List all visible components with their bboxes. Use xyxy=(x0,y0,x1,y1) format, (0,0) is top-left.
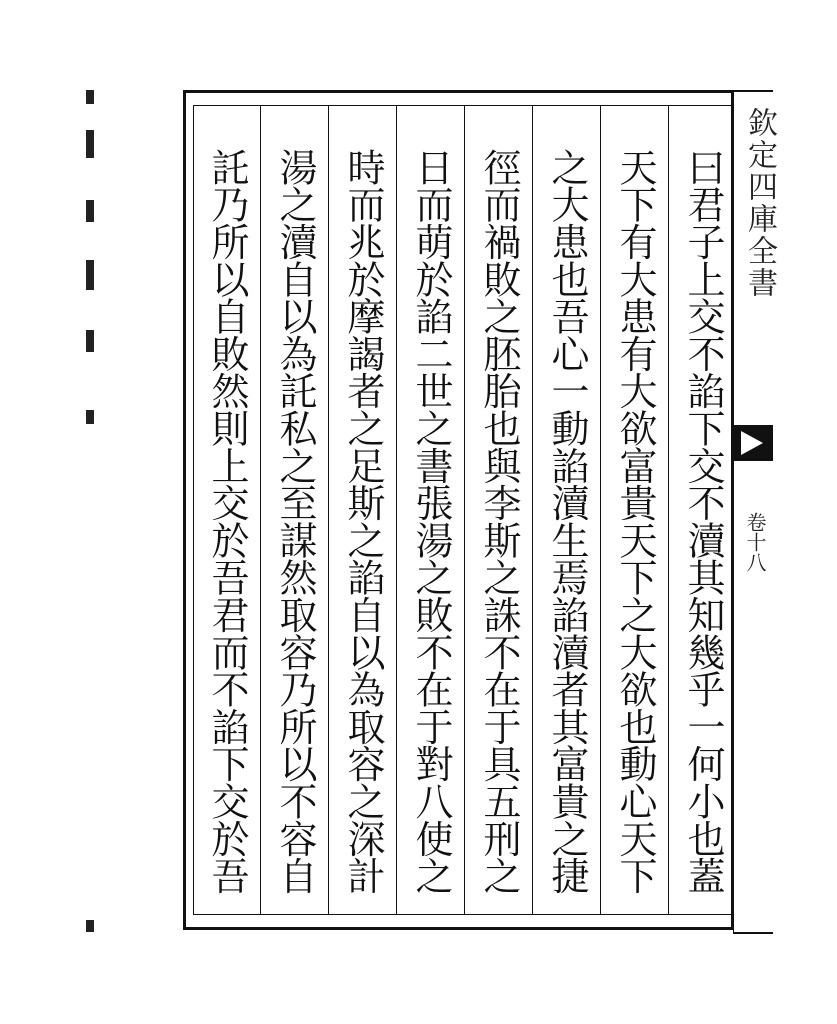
previous-page-edge xyxy=(80,90,102,950)
text-column-1 xyxy=(670,106,736,914)
book-title: 欽定四庫全書 xyxy=(742,107,777,299)
margin-rule xyxy=(733,92,734,932)
text-column-3 xyxy=(534,106,601,914)
text-frame xyxy=(183,90,733,930)
fish-tail-mark xyxy=(733,425,773,461)
text-column-2 xyxy=(602,106,669,914)
column-text: 託乃所以自敗然則上交於吾君而不諂下交於吾 xyxy=(205,148,249,895)
text-column-7 xyxy=(262,106,329,914)
column-text: 徑而禍敗之胚胎也與李斯之誅不在于具五刑之 xyxy=(477,148,521,895)
column-text: 曰君子上交不諂下交不瀆其知幾乎一何小也蓋 xyxy=(681,148,725,895)
chapter-number: 卷十八 xyxy=(743,512,767,572)
text-column-4 xyxy=(466,106,533,914)
column-text: 天下有大患有大欲富貴天下之大欲也動心天下 xyxy=(613,148,657,895)
column-grid xyxy=(193,105,731,915)
column-text: 時而兆於摩謁者之足斯之諂自以為取容之深計 xyxy=(341,148,385,895)
page-margin-strip xyxy=(733,90,777,934)
text-column-6 xyxy=(330,106,397,914)
column-text: 湯之瀆自以為託私之至謀然取容乃所以不容自 xyxy=(273,148,317,895)
column-text: 日而萌於諂二世之書張湯之敗不在于對八使之 xyxy=(409,148,453,895)
column-text: 之大患也吾心一動諂瀆生焉諂瀆者其富貴之捷 xyxy=(545,148,589,895)
text-column-5 xyxy=(398,106,465,914)
text-column-8 xyxy=(194,106,261,914)
